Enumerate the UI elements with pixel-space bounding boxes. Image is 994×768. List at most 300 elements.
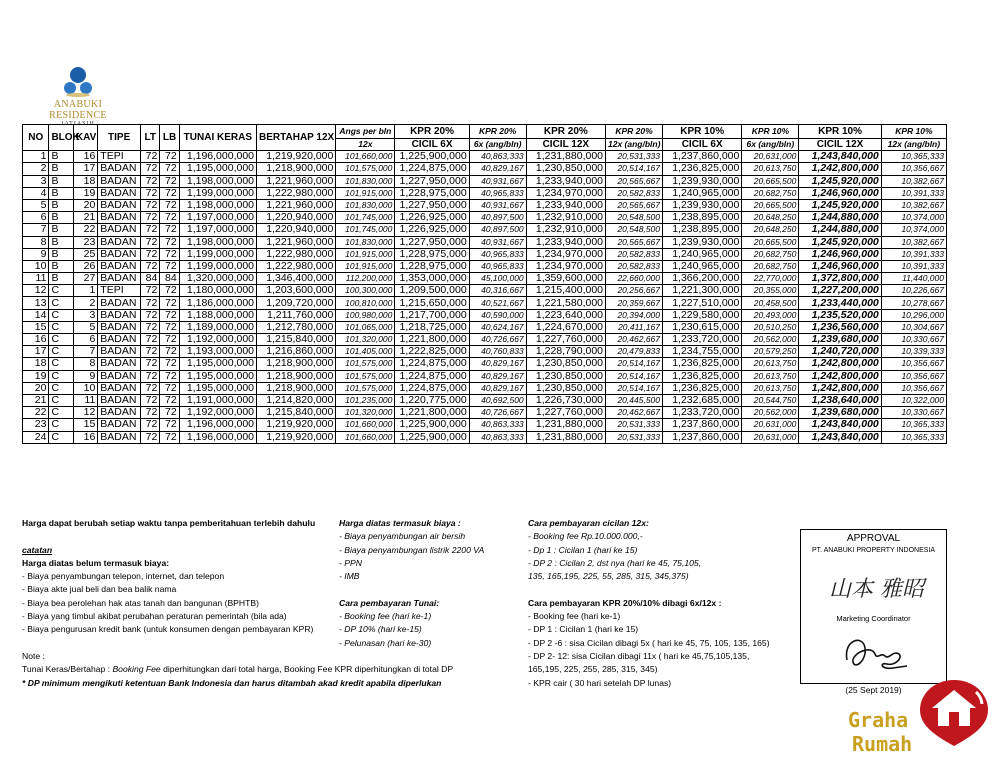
cell-kpr10-12: 1,242,800,000: [799, 358, 881, 370]
cell-kpr20-12-ang: 20,582,833: [606, 248, 663, 260]
cell-kpr20-12: 1,228,790,000: [526, 346, 605, 358]
approval-box: [800, 529, 947, 684]
cell-kpr20-6: 1,227,950,000: [395, 175, 469, 187]
cell-kpr20-12-ang: 20,359,667: [606, 297, 663, 309]
subheader-angs: 12x: [336, 139, 395, 151]
cell-kpr10-12: 1,245,920,000: [799, 236, 881, 248]
cell-kpr10-6-ang: 22,770,000: [742, 273, 799, 285]
cell-kav: 17: [73, 163, 97, 175]
cell-kpr20-12: 1,233,940,000: [526, 199, 605, 211]
cell-bertahap: 1,218,900,000: [257, 358, 336, 370]
cell-tunai: 1,192,000,000: [179, 334, 256, 346]
notes-spacer: [528, 583, 770, 596]
cell-kpr20-6: 1,228,975,000: [395, 187, 469, 199]
cell-kav: 25: [73, 248, 97, 260]
cell-tunai: 1,198,000,000: [179, 175, 256, 187]
cell-kpr10-6: 1,237,860,000: [663, 419, 742, 431]
cell-kpr20-12: 1,231,880,000: [526, 151, 605, 163]
header-kpr10-6: KPR 10%: [663, 125, 742, 139]
cell-kpr10-6-ang: 20,579,250: [742, 346, 799, 358]
cell-kpr20-6-ang: 40,829,167: [469, 382, 526, 394]
cell-lt: 72: [141, 285, 160, 297]
cell-lt: 72: [141, 199, 160, 211]
cell-kpr20-6: 1,222,825,000: [395, 346, 469, 358]
cell-kpr10-12: 1,239,680,000: [799, 334, 881, 346]
cell-kpr20-12: 1,230,850,000: [526, 163, 605, 175]
cell-bertahap: 1,220,940,000: [257, 212, 336, 224]
cell-kpr20-6: 1,228,975,000: [395, 248, 469, 260]
cell-lt: 72: [141, 236, 160, 248]
cell-kpr10-6: 1,237,860,000: [663, 431, 742, 443]
cell-no: 8: [23, 236, 49, 248]
cell-tipe: BADAN: [98, 236, 141, 248]
cell-tipe: BADAN: [98, 407, 141, 419]
cell-blok: B: [49, 163, 73, 175]
cell-tipe: TEPI: [98, 151, 141, 163]
notes-tunai-item: - Pelunasan (hari ke-30): [339, 637, 432, 648]
table-row: [23, 175, 947, 187]
cell-tunai: 1,188,000,000: [179, 309, 256, 321]
notes-cicilan-title: Cara pembayaran cicilan 12x:: [528, 518, 649, 528]
notes-excl-item: - Biaya penyambungan telepon, internet, dan telepon: [22, 571, 225, 582]
cell-tunai: 1,192,000,000: [179, 407, 256, 419]
table-row: [23, 224, 947, 236]
cell-kpr20-12-ang: 20,582,833: [606, 187, 663, 199]
cell-kpr10-12: 1,243,840,000: [799, 151, 881, 163]
cell-kpr20-6: 1,228,975,000: [395, 260, 469, 272]
cell-kpr20-6-ang: 40,726,667: [469, 407, 526, 419]
header-bertahap: BERTAHAP 12X: [257, 125, 336, 151]
cell-lb: 72: [160, 309, 179, 321]
cell-kpr10-6-ang: 20,682,750: [742, 187, 799, 199]
cell-kpr10-6: 1,366,200,000: [663, 273, 742, 285]
cell-tunai: 1,196,000,000: [179, 431, 256, 443]
cell-kpr20-12-ang: 20,479,833: [606, 346, 663, 358]
approval-date: (25 Sept 2019): [845, 685, 902, 695]
notes-tunai-item: - DP 10% (hari ke-15): [339, 624, 422, 635]
cell-kpr20-6: 1,225,900,000: [395, 151, 469, 163]
notes-middle: [339, 517, 484, 650]
table-header-row: [23, 125, 947, 139]
cell-lb: 72: [160, 419, 179, 431]
cell-kpr10-6: 1,233,720,000: [663, 407, 742, 419]
cell-no: 22: [23, 407, 49, 419]
cell-bertahap: 1,215,840,000: [257, 334, 336, 346]
table-row: [23, 236, 947, 248]
cell-bertahap: 1,220,940,000: [257, 224, 336, 236]
cell-kpr20-6: 1,227,950,000: [395, 236, 469, 248]
cell-tunai: 1,180,000,000: [179, 285, 256, 297]
cell-lb: 72: [160, 248, 179, 260]
notes-incl-item: - IMB: [339, 571, 360, 582]
cell-kpr10-6-ang: 20,613,750: [742, 358, 799, 370]
cell-kpr10-12-ang: 10,322,000: [881, 394, 946, 406]
cell-kpr10-6: 1,236,825,000: [663, 358, 742, 370]
cell-tipe: BADAN: [98, 382, 141, 394]
cell-kpr10-6: 1,238,895,000: [663, 224, 742, 236]
cell-kav: 15: [73, 419, 97, 431]
cell-kpr10-6: 1,240,965,000: [663, 248, 742, 260]
cell-angs: 101,830,000: [336, 199, 395, 211]
cell-blok: B: [49, 273, 73, 285]
cell-lb: 72: [160, 260, 179, 272]
cell-tunai: 1,198,000,000: [179, 236, 256, 248]
header-blok: BLOK: [49, 125, 73, 151]
cell-lt: 72: [141, 370, 160, 382]
price-table-body: [23, 151, 947, 444]
cell-bertahap: 1,218,900,000: [257, 163, 336, 175]
cell-kpr20-6: 1,224,875,000: [395, 370, 469, 382]
table-row: [23, 285, 947, 297]
cell-kpr20-6: 1,224,875,000: [395, 382, 469, 394]
header-lt: LT: [141, 125, 160, 151]
cell-kav: 6: [73, 334, 97, 346]
cell-bertahap: 1,221,960,000: [257, 199, 336, 211]
cell-kpr20-12-ang: 20,565,667: [606, 199, 663, 211]
cell-kpr10-12-ang: 10,339,333: [881, 346, 946, 358]
cell-kpr10-12-ang: 10,365,333: [881, 151, 946, 163]
cell-kpr10-12: 1,244,880,000: [799, 212, 881, 224]
notes-kpr-item: - KPR cair ( 30 hari setelah DP lunas): [528, 677, 672, 688]
cell-kpr10-12: 1,243,840,000: [799, 419, 881, 431]
cell-kav: 26: [73, 260, 97, 272]
cell-tipe: BADAN: [98, 163, 141, 175]
cell-lb: 72: [160, 394, 179, 406]
cell-kpr20-12: 1,234,970,000: [526, 260, 605, 272]
cell-kpr20-6: 1,226,925,000: [395, 212, 469, 224]
cell-kav: 16: [73, 151, 97, 163]
notes-kpr-title: Cara pembayaran KPR 20%/10% dibagi 6x/12x :: [528, 597, 722, 608]
table-row: [23, 199, 947, 211]
cell-kpr20-6: 1,226,925,000: [395, 224, 469, 236]
cell-kpr10-6-ang: 20,631,000: [742, 419, 799, 431]
cell-tipe: BADAN: [98, 297, 141, 309]
cell-lt: 72: [141, 321, 160, 333]
cell-tunai: 1,196,000,000: [179, 151, 256, 163]
cell-blok: B: [49, 260, 73, 272]
cell-lt: 72: [141, 151, 160, 163]
cell-bertahap: 1,221,960,000: [257, 236, 336, 248]
table-row: [23, 370, 947, 382]
cell-kav: 19: [73, 187, 97, 199]
watermark-line1: Graha: [848, 708, 909, 732]
cell-kpr10-6: 1,232,685,000: [663, 394, 742, 406]
cell-kpr20-12: 1,230,850,000: [526, 370, 605, 382]
cell-kpr10-12-ang: 10,374,000: [881, 224, 946, 236]
cell-kpr10-6: 1,236,825,000: [663, 382, 742, 394]
cell-kpr10-6-ang: 20,613,750: [742, 163, 799, 175]
cell-kpr20-12-ang: 22,660,000: [606, 273, 663, 285]
cell-kpr10-6-ang: 20,648,250: [742, 224, 799, 236]
cell-lb: 72: [160, 212, 179, 224]
cell-lt: 72: [141, 309, 160, 321]
cell-lb: 72: [160, 163, 179, 175]
header-kpr10-12: KPR 10%: [799, 125, 881, 139]
cell-kpr20-12-ang: 20,256,667: [606, 285, 663, 297]
cell-kpr20-6: 1,224,875,000: [395, 163, 469, 175]
cell-kpr20-12-ang: 20,514,167: [606, 163, 663, 175]
notes-excl-item: - Biaya akte jual beli dan bea balik nama: [22, 584, 177, 595]
cell-kpr10-12-ang: 10,356,667: [881, 163, 946, 175]
cell-tunai: 1,195,000,000: [179, 163, 256, 175]
cell-kpr20-12: 1,233,940,000: [526, 236, 605, 248]
cell-kpr10-6: 1,230,615,000: [663, 321, 742, 333]
cell-no: 12: [23, 285, 49, 297]
notes-cicilan-item: 135, 165,195, 225, 55, 285, 315, 345,375): [528, 571, 689, 582]
cell-lt: 72: [141, 334, 160, 346]
cell-kpr10-12: 1,238,640,000: [799, 394, 881, 406]
cell-kpr10-12-ang: 10,330,667: [881, 334, 946, 346]
cell-lt: 72: [141, 407, 160, 419]
cell-angs: 101,235,000: [336, 394, 395, 406]
cell-kpr20-6-ang: 40,316,667: [469, 285, 526, 297]
cell-kpr10-6-ang: 20,493,000: [742, 309, 799, 321]
cell-no: 3: [23, 175, 49, 187]
cell-kpr10-6-ang: 20,458,500: [742, 297, 799, 309]
cell-blok: B: [49, 199, 73, 211]
cell-kpr10-6: 1,239,930,000: [663, 199, 742, 211]
cell-kav: 16: [73, 431, 97, 443]
droplet-cluster-logo-icon: [61, 66, 95, 98]
cell-angs: 101,405,000: [336, 346, 395, 358]
cell-kpr10-6: 1,239,930,000: [663, 175, 742, 187]
cell-bertahap: 1,219,920,000: [257, 151, 336, 163]
subheader-kpr10-6-ang: 6x (ang/bln): [742, 139, 799, 151]
header-lb: LB: [160, 125, 179, 151]
cell-kpr20-12: 1,359,600,000: [526, 273, 605, 285]
cell-kpr10-12-ang: 10,356,667: [881, 358, 946, 370]
cell-no: 14: [23, 309, 49, 321]
cell-kpr20-12-ang: 20,514,167: [606, 382, 663, 394]
cell-lb: 84: [160, 273, 179, 285]
cell-lb: 72: [160, 346, 179, 358]
cell-kpr10-6: 1,237,860,000: [663, 151, 742, 163]
cell-angs: 101,575,000: [336, 163, 395, 175]
notes-excl-title: Harga diatas belum termasuk biaya:: [22, 557, 170, 568]
cell-kpr10-12-ang: 10,374,000: [881, 212, 946, 224]
cell-lt: 72: [141, 394, 160, 406]
notes-excl-item: - Biaya pengurusan kredit bank (untuk konsumen dengan pembayaran KPR): [22, 624, 314, 635]
subheader-kpr10-12: CICIL 12X: [799, 139, 881, 151]
cell-blok: C: [49, 321, 73, 333]
cell-kav: 8: [73, 358, 97, 370]
table-row: [23, 309, 947, 321]
cell-kav: 3: [73, 309, 97, 321]
notes-spacer: [339, 583, 484, 596]
cell-kpr20-6-ang: 40,829,167: [469, 358, 526, 370]
cell-lb: 72: [160, 224, 179, 236]
cell-bertahap: 1,209,720,000: [257, 297, 336, 309]
cell-kpr20-12-ang: 20,531,333: [606, 151, 663, 163]
table-row: [23, 212, 947, 224]
cell-tipe: BADAN: [98, 273, 141, 285]
cell-kpr20-12: 1,223,640,000: [526, 309, 605, 321]
cell-kpr10-12: 1,240,720,000: [799, 346, 881, 358]
cell-kpr20-6: 1,215,650,000: [395, 297, 469, 309]
cell-kpr10-6: 1,239,930,000: [663, 236, 742, 248]
cell-kpr10-6-ang: 20,682,750: [742, 248, 799, 260]
table-row: [23, 358, 947, 370]
cell-bertahap: 1,222,980,000: [257, 260, 336, 272]
subheader-kpr20-12: CICIL 12X: [526, 139, 605, 151]
cell-no: 16: [23, 334, 49, 346]
cell-blok: C: [49, 346, 73, 358]
cell-kpr20-6-ang: 40,897,500: [469, 224, 526, 236]
notes-kpr-item: - DP 1 : Cicilan 1 (hari ke 15): [528, 624, 639, 635]
cell-kpr10-6: 1,221,300,000: [663, 285, 742, 297]
cell-lb: 72: [160, 370, 179, 382]
notes-incl-title: Harga diatas termasuk biaya :: [339, 518, 461, 528]
table-row: [23, 187, 947, 199]
cell-kpr20-12-ang: 20,394,000: [606, 309, 663, 321]
cell-kav: 12: [73, 407, 97, 419]
cell-blok: B: [49, 236, 73, 248]
cell-tipe: BADAN: [98, 394, 141, 406]
cell-kpr20-6-ang: 40,692,500: [469, 394, 526, 406]
notes-kpr-item: - DP 2- 12: sisa Cicilan dibagi 11x ( hari ke 45,75,105,135,: [528, 650, 750, 661]
cell-kav: 2: [73, 297, 97, 309]
cell-kav: 11: [73, 394, 97, 406]
cell-kpr20-12: 1,224,670,000: [526, 321, 605, 333]
cell-kpr10-12: 1,242,800,000: [799, 370, 881, 382]
header-kpr20-6: KPR 20%: [395, 125, 469, 139]
handwritten-signature-icon: [825, 570, 925, 604]
cell-no: 20: [23, 382, 49, 394]
cell-kav: 20: [73, 199, 97, 211]
cell-tunai: 1,320,000,000: [179, 273, 256, 285]
notes-incl-item: - Biaya penyambungan listrik 2200 VA: [339, 544, 485, 555]
cell-kpr20-6-ang: 40,931,667: [469, 175, 526, 187]
cell-blok: B: [49, 151, 73, 163]
cell-kpr10-12-ang: 10,356,667: [881, 370, 946, 382]
cell-blok: C: [49, 370, 73, 382]
cell-kpr20-12-ang: 20,531,333: [606, 419, 663, 431]
brand-subtitle: JATIASIH: [61, 121, 95, 127]
signature-scribble-icon: [841, 630, 911, 674]
table-row: [23, 431, 947, 443]
cell-lb: 72: [160, 407, 179, 419]
approval-title: APPROVAL: [846, 533, 901, 544]
cell-kpr20-12-ang: 20,582,833: [606, 260, 663, 272]
table-row: [23, 419, 947, 431]
cell-kav: 21: [73, 212, 97, 224]
cell-kav: 10: [73, 382, 97, 394]
cell-kpr10-12-ang: 10,304,667: [881, 321, 946, 333]
cell-kav: 1: [73, 285, 97, 297]
cell-lb: 72: [160, 285, 179, 297]
cell-kpr10-6-ang: 20,665,500: [742, 236, 799, 248]
cell-kpr10-6-ang: 20,682,750: [742, 260, 799, 272]
cell-tipe: BADAN: [98, 309, 141, 321]
notes-dp-note: * DP minimum mengikuti ketentuan Bank Indonesia dan harus ditambah akad kredit apabila diperlukan: [22, 677, 442, 688]
table-row: [23, 297, 947, 309]
cell-kpr20-6-ang: 40,965,833: [469, 260, 526, 272]
cell-kpr20-6-ang: 40,931,667: [469, 199, 526, 211]
cell-kpr10-6: 1,229,580,000: [663, 309, 742, 321]
cell-kpr10-12-ang: 10,226,667: [881, 285, 946, 297]
cell-kpr20-6: 1,224,875,000: [395, 358, 469, 370]
cell-kpr10-6-ang: 20,665,500: [742, 175, 799, 187]
cell-no: 9: [23, 248, 49, 260]
header-kpr10-12-ang: KPR 10%: [881, 125, 946, 139]
cell-kpr10-6-ang: 20,648,250: [742, 212, 799, 224]
notes-note-label: Note :: [22, 650, 45, 661]
notes-tunai-item: - Booking fee (hari ke-1): [339, 611, 432, 622]
header-tunai: TUNAI KERAS: [179, 125, 256, 151]
cell-lb: 72: [160, 431, 179, 443]
cell-kpr10-6: 1,236,825,000: [663, 370, 742, 382]
cell-tunai: 1,199,000,000: [179, 187, 256, 199]
cell-kpr10-12-ang: 10,365,333: [881, 431, 946, 443]
cell-blok: B: [49, 175, 73, 187]
cell-tunai: 1,189,000,000: [179, 321, 256, 333]
cell-angs: 100,980,000: [336, 309, 395, 321]
cell-tunai: 1,195,000,000: [179, 382, 256, 394]
cell-tipe: BADAN: [98, 260, 141, 272]
cell-kpr20-12-ang: 20,565,667: [606, 175, 663, 187]
notes-excl-item: - Biaya bea perolehan hak atas tanah dan bangunan (BPHTB): [22, 597, 259, 608]
cell-kpr10-12-ang: 11,440,000: [881, 273, 946, 285]
subheader-kpr10-12-ang: 12x (ang/bln): [881, 139, 946, 151]
cell-tipe: BADAN: [98, 334, 141, 346]
cell-angs: 101,660,000: [336, 431, 395, 443]
cell-no: 17: [23, 346, 49, 358]
cell-lb: 72: [160, 187, 179, 199]
cell-bertahap: 1,215,840,000: [257, 407, 336, 419]
cell-kpr20-6-ang: 40,521,667: [469, 297, 526, 309]
cell-tunai: 1,196,000,000: [179, 419, 256, 431]
cell-kpr10-12: 1,227,200,000: [799, 285, 881, 297]
cell-kpr10-12-ang: 10,391,333: [881, 187, 946, 199]
cell-kpr20-12-ang: 20,462,667: [606, 407, 663, 419]
cell-kpr10-12: 1,246,960,000: [799, 260, 881, 272]
header-kpr10-6-ang: KPR 10%: [742, 125, 799, 139]
cell-tipe: BADAN: [98, 419, 141, 431]
cell-lt: 72: [141, 358, 160, 370]
cell-blok: B: [49, 248, 73, 260]
cell-blok: C: [49, 297, 73, 309]
cell-blok: C: [49, 309, 73, 321]
brand-logo: [28, 66, 128, 127]
cell-lt: 72: [141, 163, 160, 175]
cell-no: 15: [23, 321, 49, 333]
cell-tunai: 1,186,000,000: [179, 297, 256, 309]
cell-kpr20-12: 1,215,400,000: [526, 285, 605, 297]
cell-kpr20-6-ang: 40,726,667: [469, 334, 526, 346]
subheader-kpr10-6: CICIL 6X: [663, 139, 742, 151]
cell-lb: 72: [160, 236, 179, 248]
table-row: [23, 334, 947, 346]
cell-no: 6: [23, 212, 49, 224]
cell-lb: 72: [160, 199, 179, 211]
cell-lt: 72: [141, 346, 160, 358]
cell-kpr20-12: 1,221,580,000: [526, 297, 605, 309]
header-tipe: TIPE: [98, 125, 141, 151]
cell-kpr10-12: 1,236,560,000: [799, 321, 881, 333]
cell-kpr20-6-ang: 40,863,333: [469, 151, 526, 163]
cell-blok: C: [49, 394, 73, 406]
cell-angs: 101,745,000: [336, 224, 395, 236]
cell-kpr20-12: 1,232,910,000: [526, 224, 605, 236]
cell-kpr10-12: 1,242,800,000: [799, 163, 881, 175]
approval-company: PT. ANABUKI PROPERTY INDONESIA: [811, 547, 936, 554]
cell-bertahap: 1,218,900,000: [257, 382, 336, 394]
cell-kpr20-6: 1,221,800,000: [395, 334, 469, 346]
cell-kpr10-6-ang: 20,562,000: [742, 334, 799, 346]
cell-kav: 9: [73, 370, 97, 382]
cell-kpr20-6: 1,221,800,000: [395, 407, 469, 419]
notes-incl-item: - Biaya penyambungan air bersih: [339, 531, 466, 542]
